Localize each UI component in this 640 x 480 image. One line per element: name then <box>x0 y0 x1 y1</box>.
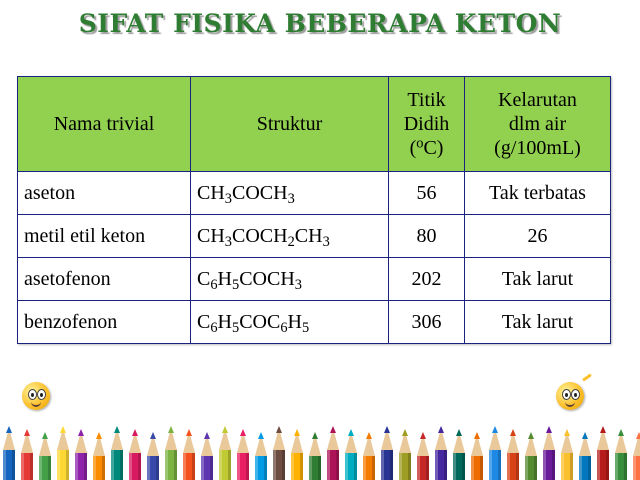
formula-subscript: 3 <box>287 190 295 207</box>
cell-formula <box>191 172 389 215</box>
cell-name: aseton <box>18 172 191 215</box>
formula-part: COCH <box>232 181 288 204</box>
header-structure <box>191 77 389 172</box>
cell-solubility: Tak larut <box>465 258 611 301</box>
formula-part: H <box>217 267 232 290</box>
cell-formula <box>191 301 389 344</box>
header-bp-unit-close: C) <box>423 137 444 159</box>
header-bp-unit-degree: o <box>416 135 424 152</box>
pencil-icon <box>324 420 342 480</box>
pencil-icon <box>468 420 486 480</box>
pencil-icon <box>450 420 468 480</box>
formula-subscript: 5 <box>232 319 240 336</box>
formula-part: COCH <box>232 224 288 247</box>
formula-subscript: 5 <box>301 319 310 336</box>
formula-subscript: 6 <box>210 276 218 293</box>
formula-subscript: 3 <box>224 190 232 207</box>
cell-solubility: 26 <box>465 215 611 258</box>
formula-part: C <box>197 310 211 333</box>
cell-boiling-point: 306 <box>389 301 465 344</box>
pencil-icon <box>558 420 576 480</box>
pencil-icon <box>252 420 270 480</box>
table-row <box>18 301 611 344</box>
cell-boiling-point: 56 <box>389 172 465 215</box>
pencil-icon <box>234 420 252 480</box>
formula-subscript: 3 <box>224 233 232 250</box>
mouth-icon <box>565 401 575 407</box>
pencil-icon <box>378 420 396 480</box>
pencil-icon <box>504 420 522 480</box>
smiley-face-icon <box>22 382 50 410</box>
pencil-icon <box>108 420 126 480</box>
pencil-icon <box>216 420 234 480</box>
table-header-row <box>18 77 611 172</box>
pencil-icon <box>180 420 198 480</box>
cell-boiling-point: 80 <box>389 215 465 258</box>
pencil-icon <box>0 420 18 480</box>
formula-subscript: 6 <box>210 319 218 336</box>
pencil-icon <box>522 420 540 480</box>
header-bp-line1: Titik <box>407 89 446 111</box>
ketone-properties-table <box>17 76 611 344</box>
formula-part: H <box>217 310 232 333</box>
formula-part: CH <box>197 181 225 204</box>
pencil-icon <box>486 420 504 480</box>
pencil-icon <box>144 420 162 480</box>
pencil-icon <box>306 420 324 480</box>
table-row <box>18 172 611 215</box>
pencil-icon <box>360 420 378 480</box>
header-structure-label: Struktur <box>256 113 323 135</box>
pencil-icon <box>612 420 630 480</box>
eye-icon <box>571 389 580 400</box>
slide-title: SIFAT FISIKA BEBERAPA KETON <box>78 9 562 38</box>
formula-subscript: 5 <box>232 276 240 293</box>
pencil-icon <box>270 420 288 480</box>
cell-formula <box>191 258 389 301</box>
formula-part: C <box>197 267 211 290</box>
pencil-icon <box>90 420 108 480</box>
formula-part: CH <box>294 224 323 247</box>
formula-part: CH <box>197 224 225 247</box>
header-name-label: Nama trivial <box>53 113 155 135</box>
table-row <box>18 215 611 258</box>
cell-solubility: Tak terbatas <box>465 172 611 215</box>
pencil-icon <box>396 420 414 480</box>
mouth-icon <box>31 401 41 407</box>
pencil-icon <box>594 420 612 480</box>
cell-name: benzofenon <box>18 301 191 344</box>
cell-formula <box>191 215 389 258</box>
sparkle-icon <box>582 373 592 381</box>
pencil-icon <box>162 420 180 480</box>
pencil-icon <box>432 420 450 480</box>
cell-name: asetofenon <box>18 258 191 301</box>
pencil-icon <box>72 420 90 480</box>
table-row <box>18 258 611 301</box>
header-solubility <box>465 77 611 172</box>
pencil-icon <box>540 420 558 480</box>
colored-pencils-border <box>0 420 640 480</box>
pencil-icon <box>342 420 360 480</box>
formula-part: COC <box>239 310 281 333</box>
smiley-face-icon <box>556 382 584 410</box>
formula-subscript: 3 <box>294 276 302 293</box>
eye-icon <box>562 389 571 400</box>
pencil-icon <box>288 420 306 480</box>
pencil-icon <box>54 420 72 480</box>
formula-subscript: 2 <box>287 233 295 250</box>
pencil-icon <box>36 420 54 480</box>
header-bp-line2: Didih <box>403 113 450 135</box>
pencil-icon <box>414 420 432 480</box>
formula-subscript: 3 <box>322 233 330 250</box>
cell-solubility: Tak larut <box>465 301 611 344</box>
cell-boiling-point: 202 <box>389 258 465 301</box>
pencil-icon <box>126 420 144 480</box>
eye-icon <box>37 389 46 400</box>
pencil-icon <box>630 420 640 480</box>
formula-part: COCH <box>239 267 295 290</box>
header-sol-line3: (g/100mL) <box>494 137 581 159</box>
pencil-icon <box>18 420 36 480</box>
formula-part: H <box>287 310 302 333</box>
header-name <box>18 77 191 172</box>
formula-subscript: 6 <box>280 319 288 336</box>
header-bp-unit-open: ( <box>409 137 417 159</box>
header-boiling-point <box>389 77 465 172</box>
pencil-icon <box>198 420 216 480</box>
header-sol-line2: dlm air <box>508 113 567 135</box>
header-sol-line1: Kelarutan <box>498 89 577 111</box>
cell-name: metil etil keton <box>18 215 191 258</box>
eye-icon <box>28 389 37 400</box>
pencil-icon <box>576 420 594 480</box>
